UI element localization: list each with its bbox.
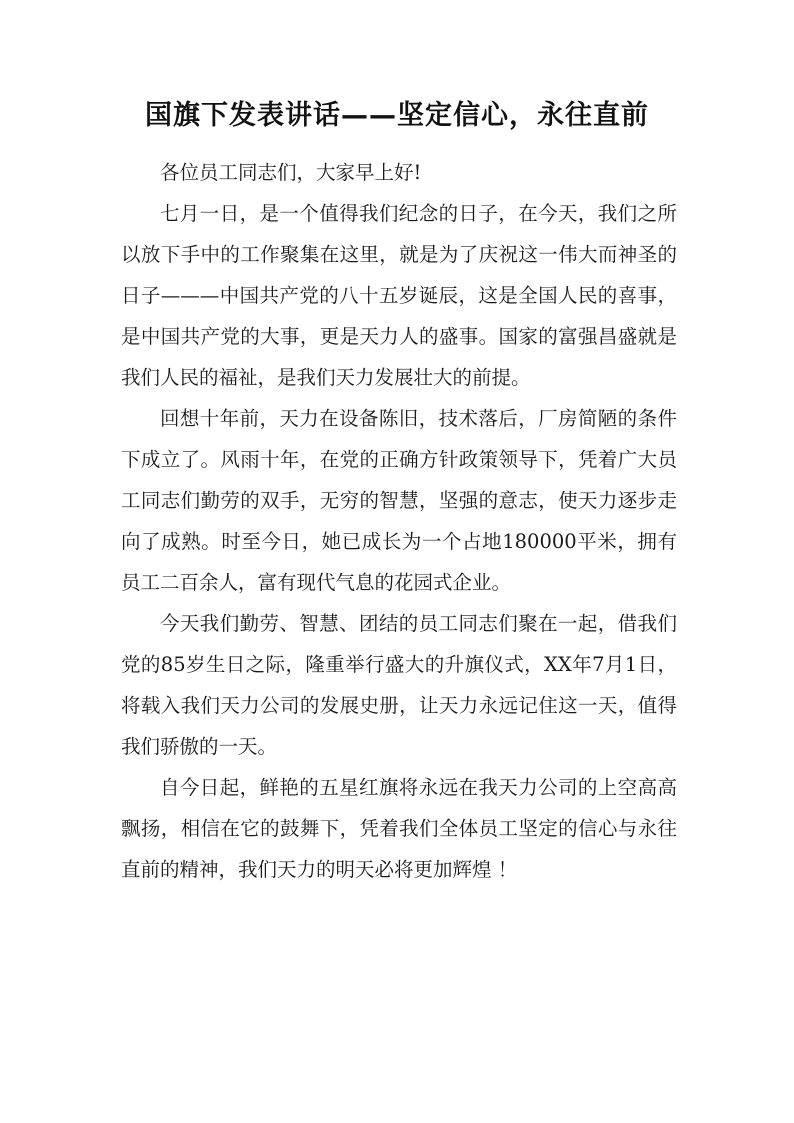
document-title: 国旗下发表讲话——坚定信心，永往直前: [145, 100, 649, 131]
document-body: [121, 152, 677, 890]
paragraph-ten-years-ago: 回想十年前，天力在设备陈旧，技术落后，厂房简陋的条件下成立了。风雨十年，在党的正确方针政策领导下，凭着广大员工同志们勤劳的双手，无穷的智慧，坚强的意志，使天力逐步走向了成熟。时至今日，她已成长为一个占地180000平米，拥有员工二百余人，富有现代气息的花园式企业。: [121, 407, 677, 594]
paragraph-greeting: 各位员工同志们，大家早上好!: [160, 161, 422, 184]
paragraph-july-first: 七月一日，是一个值得我们纪念的日子，在今天，我们之所以放下手中的工作聚集在这里，就是为了庆祝这一伟大而神圣的日子———中国共产党的八十五岁诞辰，这是全国人民的喜事，是中国共产党的大事，更是天力人的盛事。国家的富强昌盛就是我们人民的福祉，是我们天力发展壮大的前提。: [121, 202, 677, 389]
paragraph-flag-ceremony: 今天我们勤劳、智慧、团结的员工同志们聚在一起，借我们党的85岁生日之际，隆重举行盛大的升旗仪式，XX年7月1日，将载入我们天力公司的发展史册，让天力永远记住这一天，值得我们骄傲的一天。: [121, 612, 677, 758]
paragraph-closing: 自今日起，鲜艳的五星红旗将永远在我天力公司的上空高高飘扬，相信在它的鼓舞下，凭着我们全体员工坚定的信心与永往直前的精神，我们天力的明天必将更加辉煌 ！: [121, 776, 677, 881]
